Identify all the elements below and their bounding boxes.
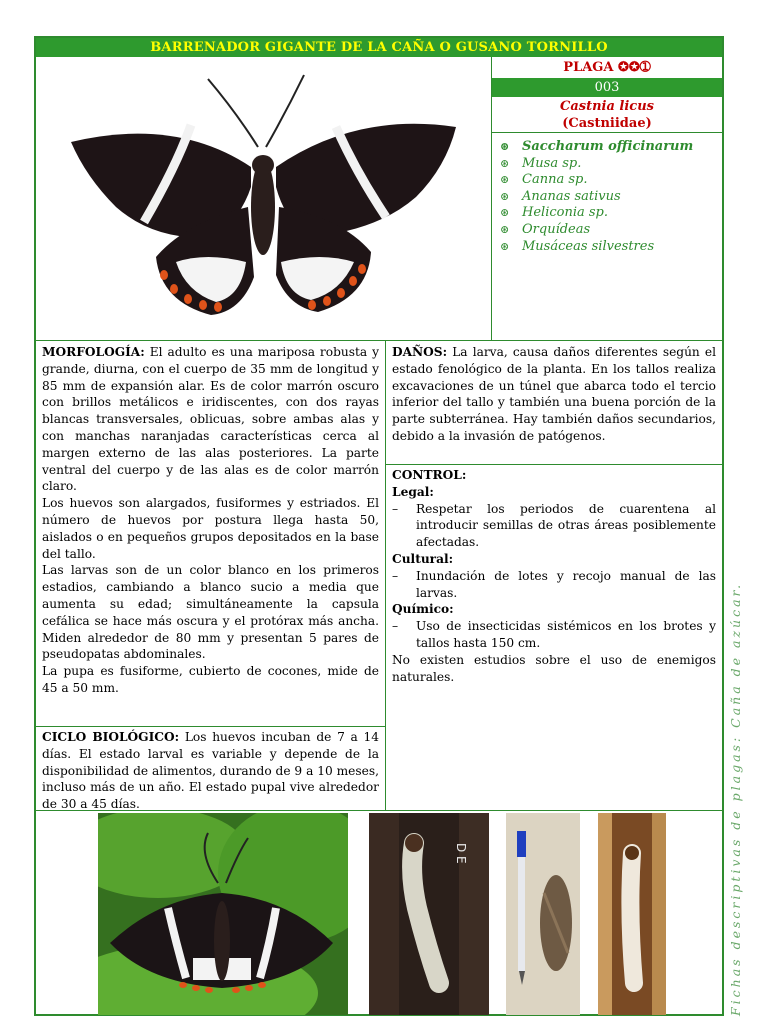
cultural-text: Inundación de lotes y recojo manual de las larvas. <box>416 568 716 600</box>
list-item: ⊛ Saccharum officinarum <box>500 139 694 154</box>
identification-panel <box>492 57 722 340</box>
list-item: ⊛ Heliconia sp. <box>500 205 608 221</box>
larva-in-stalk-photo <box>598 813 666 1015</box>
flower-bullet-icon: ⊛ <box>500 239 510 253</box>
list-item: ⊛ Musáceas silvestres <box>500 238 655 254</box>
list-item: ⊛ Musa sp. <box>500 155 582 171</box>
list-item: – Respetar los periodos de cuarentena al introducir semillas de otras áreas posiblemente afectadas. <box>392 501 716 550</box>
sheet-title: BARRENADOR GIGANTE DE LA CAÑA O GUSANO TORNILLO <box>36 38 722 57</box>
list-item: – Inundación de lotes y recojo manual de las larvas. <box>392 568 716 600</box>
butterfly-illustration <box>36 57 491 340</box>
flower-bullet-icon: ⊛ <box>500 156 510 170</box>
list-item: ⊛ Orquídeas <box>500 221 591 237</box>
morphology-p4: La pupa es fusiforme, cubierto de cocones, mide de 45 a 50 mm. <box>42 664 379 695</box>
control-label: CONTROL: <box>392 468 467 482</box>
larva-photo <box>369 813 489 1015</box>
damage-section <box>386 340 722 464</box>
species-block <box>492 97 722 133</box>
flower-bullet-icon: ⊛ <box>500 173 510 187</box>
flower-bullet-icon: ⊛ <box>500 189 510 203</box>
legal-label: Legal: <box>392 484 434 499</box>
damage-label: DAÑOS: <box>392 345 448 359</box>
list-item: ⊛ Canna sp. <box>500 172 588 188</box>
footer-side-note: Fichas descriptivas de plagas: Caña de azúcar. <box>728 581 743 1016</box>
flower-bullet-icon: ⊛ <box>500 140 510 153</box>
adult-butterfly-photo <box>36 57 492 340</box>
list-item: ⊛ Ananas sativus <box>500 188 621 204</box>
morphology-section <box>36 340 386 726</box>
photo-strip <box>36 810 722 1016</box>
species-name: Castnia licus <box>560 99 654 114</box>
butterfly-on-leaf-photo <box>98 813 348 1015</box>
chemical-text: Uso de insecticidas sistémicos en los brotes y tallos hasta 150 cm. <box>416 619 716 650</box>
morphology-p1: MORFOLOGÍA: El adulto es una mariposa robusta y grande, diurna, con el cuerpo de 35 mm de longitud y 85 mm de expansión alar. Es de color marrón oscuro con brillos metálicos e iridiscentes, con dos rayas blancas transversales, oblicuas, sobre ambas alas y con manchas naranjadas características cerca al margen externo de las alas posteriores. La parte ventral del cuerpo y de las alas es de color marrón claro. <box>42 345 379 494</box>
life-cycle-section <box>36 726 386 810</box>
legal-text: Respetar los periodos de cuarentena al introducir semillas de otras áreas posiblemente afectadas. <box>416 501 716 550</box>
flower-bullet-icon: ⊛ <box>500 222 510 236</box>
host-list <box>500 139 720 255</box>
family-name: (Castniidae) <box>562 116 652 131</box>
morphology-p2: Los huevos son alargados, fusiformes y estriados. El número de huevos por postura llega hasta 50, aislados o en pequeños grupos depositados en la base del tallo. <box>42 496 379 561</box>
pest-rating: PLAGA ✪✪➀ <box>492 57 722 79</box>
control-section <box>386 464 722 810</box>
damage-text: La larva, causa daños diferentes según el estado fenológico de la planta. En los tallos realiza excavaciones de un túnel que abarca todo el tercio inferior del tallo y también una buena porción de la parte subterránea. Hay también daños secundarios, debido a la invasión de patógenos. <box>392 345 717 443</box>
control-note: No existen estudios sobre el uso de enemigos naturales. <box>392 652 716 684</box>
morphology-p3: Las larvas son de un color blanco en los primeros estadios, cambiando a blanco sucio a media que aumenta su edad; simultáneamente la capsula cefálica se hace más oscura y el protórax más ancha. Miden alrededor de 80 mm y presentan 5 pares de pseudopatas abdominales. <box>42 563 379 662</box>
morphology-label: MORFOLOGÍA: <box>42 345 145 359</box>
flower-bullet-icon: ⊛ <box>500 206 510 220</box>
chemical-label: Químico: <box>392 602 454 617</box>
pest-code: 003 <box>492 78 722 97</box>
list-item: – Uso de insecticidas sistémicos en los brotes y tallos hasta 150 cm. <box>392 619 716 650</box>
cultural-label: Cultural: <box>392 551 454 566</box>
svg-text:D E: D E <box>454 843 468 864</box>
pest-sheet <box>34 36 724 1016</box>
life-cycle-label: CICLO BIOLÓGICO: <box>42 730 180 744</box>
life-cycle-text: Los huevos incuban de 7 a 14 días. El estado larval es variable y depende de la disponibilidad de alimentos, durando de 9 a 10 meses, incluso más de un año. El estado pupal vive alrededor de 30 a 45 días. <box>42 730 380 812</box>
pupa-with-pen-photo <box>506 813 580 1015</box>
